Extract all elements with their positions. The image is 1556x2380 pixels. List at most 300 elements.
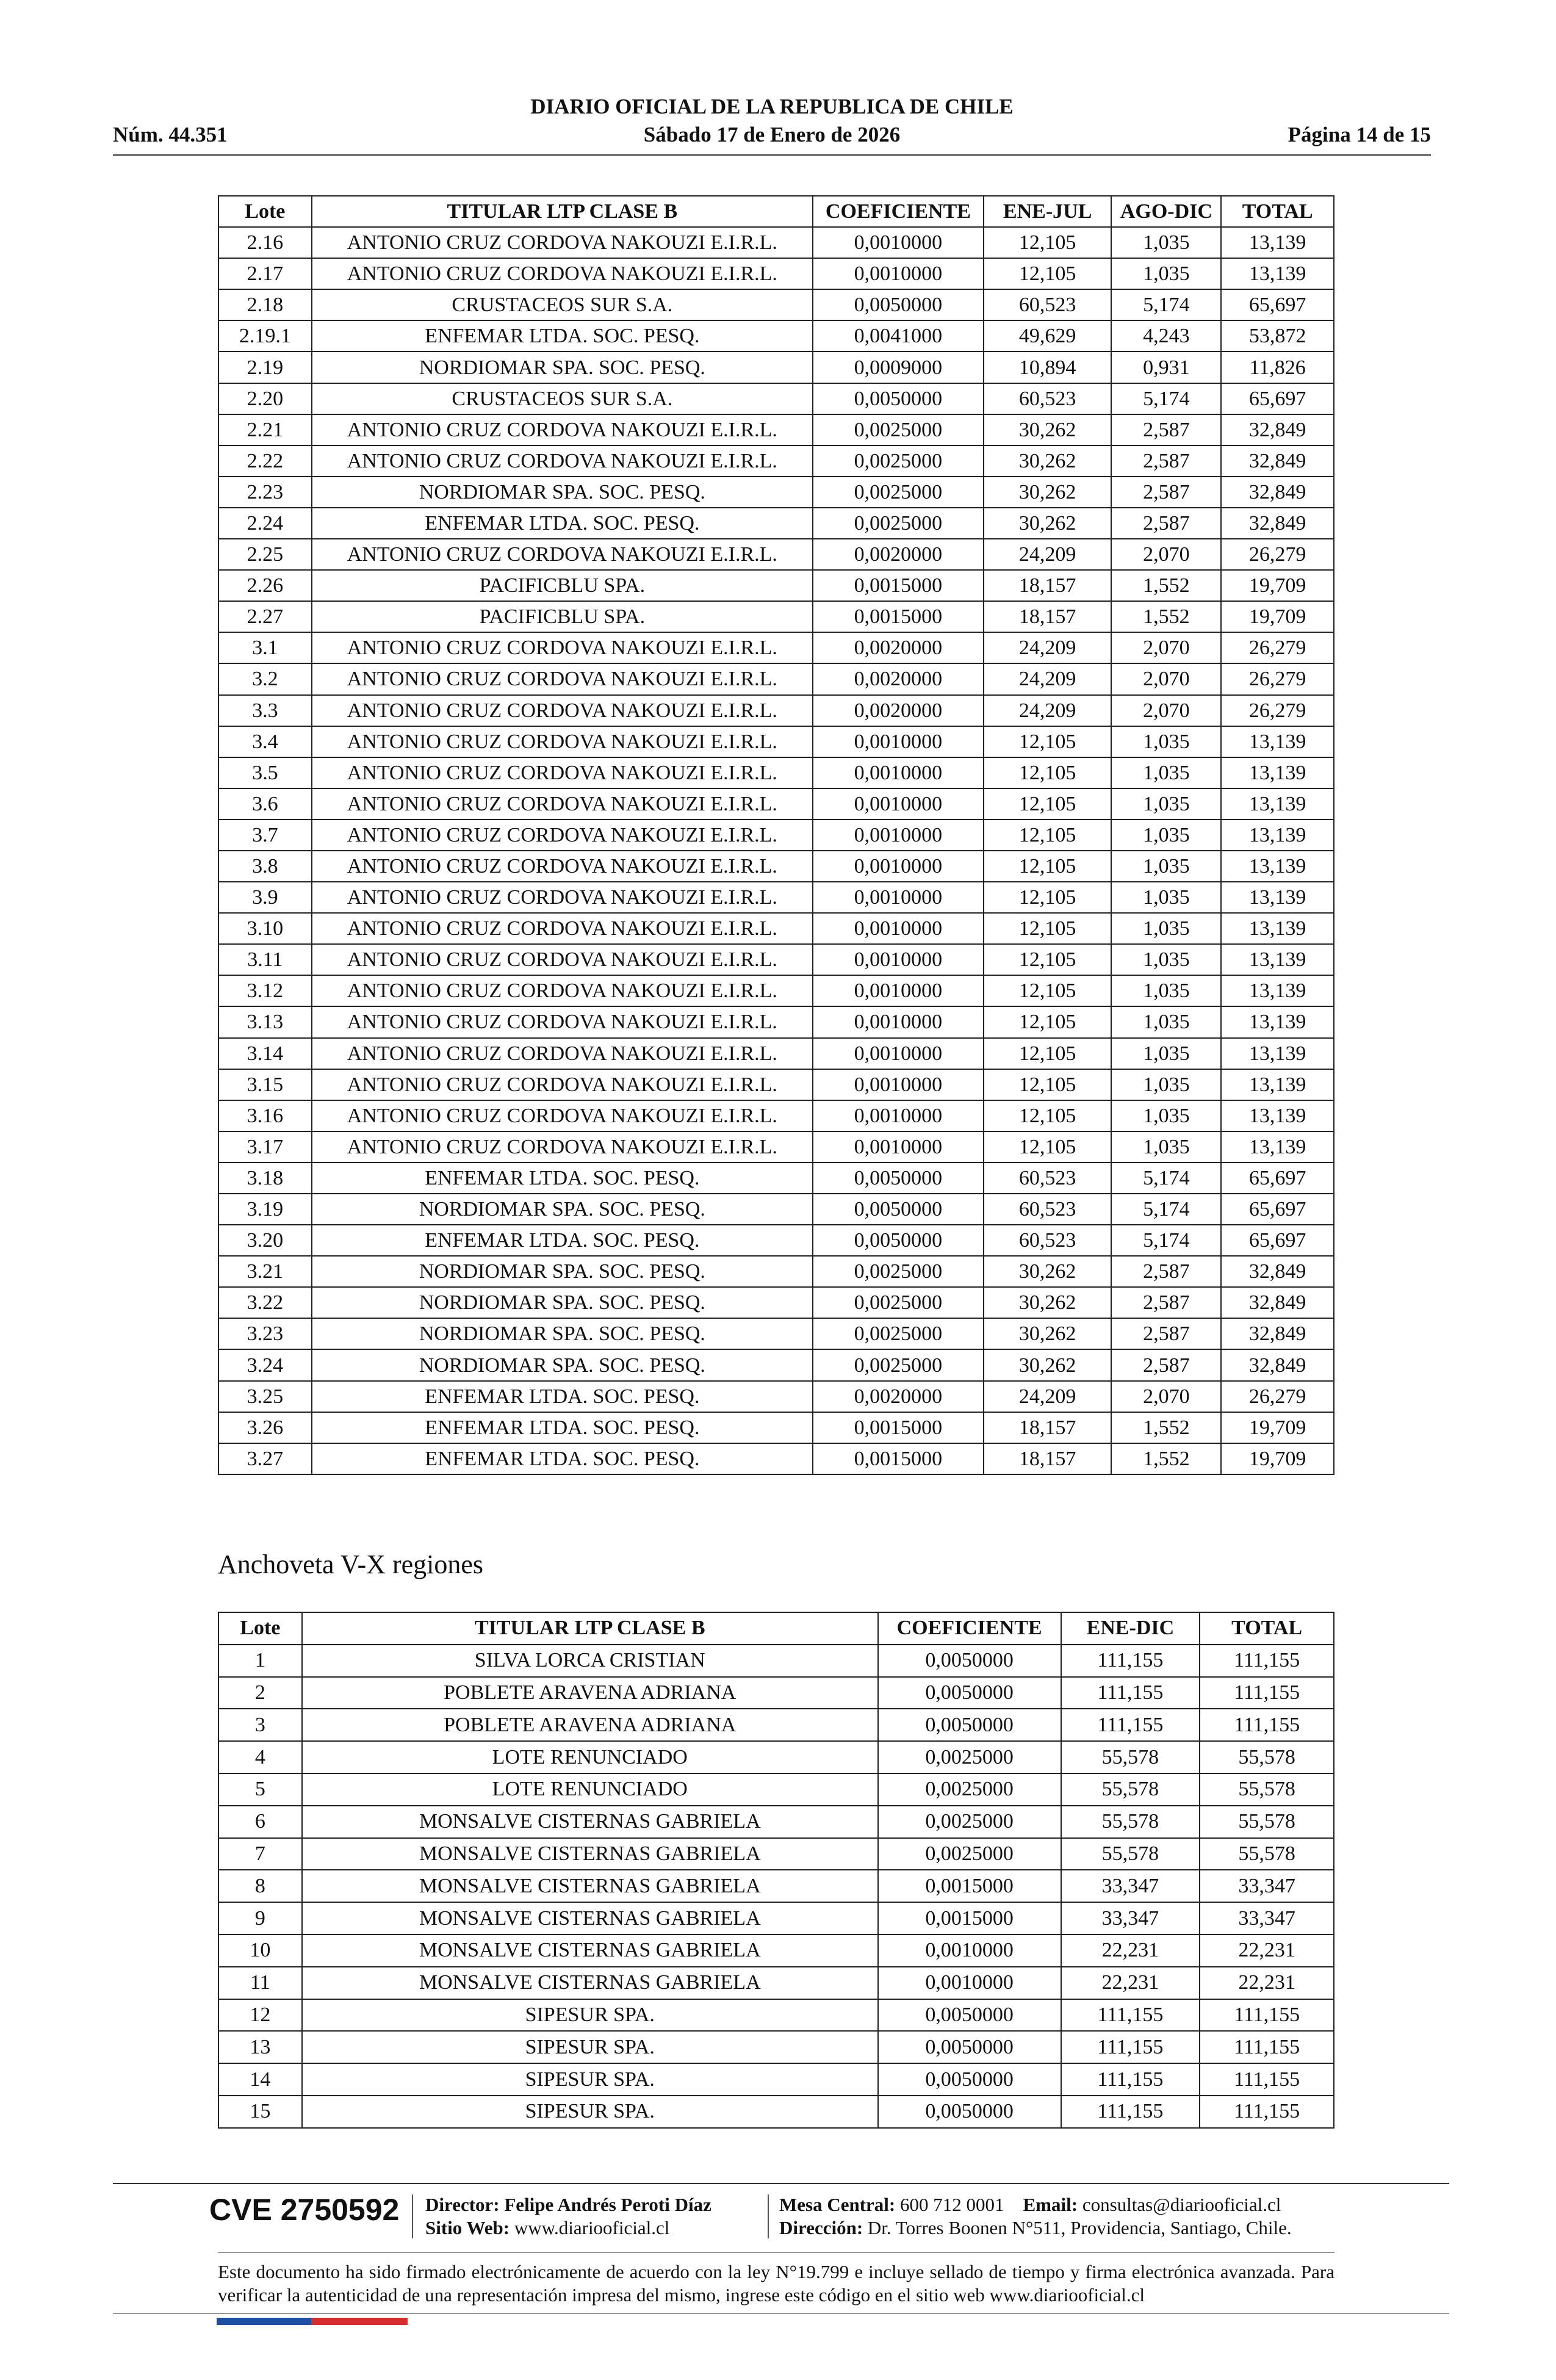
table-row (218, 1443, 1334, 1474)
cell-titular: NORDIOMAR SPA. SOC. PESQ. (312, 1318, 813, 1349)
cell-lote: 3.27 (218, 1443, 312, 1474)
cell-ene-jul: 24,209 (984, 539, 1112, 570)
cell-total: 13,139 (1221, 227, 1334, 258)
cell-titular: ANTONIO CRUZ CORDOVA NAKOUZI E.I.R.L. (312, 820, 813, 851)
table-row (218, 352, 1334, 383)
table-row (218, 1870, 1334, 1902)
table-row (218, 1935, 1334, 1967)
cell-total: 111,155 (1200, 2096, 1334, 2128)
cell-lote: 4 (218, 1741, 302, 1773)
cell-ago-dic: 2,070 (1111, 695, 1221, 726)
cell-total: 13,139 (1221, 1100, 1334, 1131)
table-row (218, 1412, 1334, 1443)
cell-lote: 3.25 (218, 1381, 312, 1412)
cell-total: 32,849 (1221, 1256, 1334, 1287)
cell-coeficiente: 0,0025000 (813, 508, 984, 539)
cell-total: 53,872 (1221, 320, 1334, 352)
cell-coeficiente: 0,0025000 (813, 1349, 984, 1380)
cell-lote: 2.22 (218, 445, 312, 477)
cell-ene-jul: 12,105 (984, 258, 1112, 289)
cell-ene-jul: 12,105 (984, 726, 1112, 757)
table-row (218, 258, 1334, 289)
cell-ene-jul: 60,523 (984, 1163, 1112, 1194)
cell-ene-jul: 10,894 (984, 352, 1112, 383)
cell-lote: 2.26 (218, 570, 312, 601)
cell-lote: 11 (218, 1967, 302, 1999)
cell-lote: 2 (218, 1677, 302, 1709)
cell-ene-jul: 30,262 (984, 1256, 1112, 1287)
mesa-central-phone: 600 712 0001 (900, 2194, 1004, 2215)
cell-lote: 3.5 (218, 757, 312, 788)
table-row (218, 851, 1334, 882)
email-link[interactable]: consultas@diariooficial.cl (1082, 2194, 1281, 2215)
website-link[interactable]: www.diariooficial.cl (514, 2217, 670, 2238)
table-row (218, 1131, 1334, 1163)
table-row (218, 757, 1334, 788)
table-row (218, 1318, 1334, 1349)
cell-total: 26,279 (1221, 695, 1334, 726)
cell-ene-jul: 24,209 (984, 632, 1112, 663)
cell-ene-jul: 12,105 (984, 788, 1112, 820)
cell-ene-dic: 22,231 (1061, 1935, 1200, 1967)
cell-total: 13,139 (1221, 1006, 1334, 1037)
cell-total: 19,709 (1221, 1443, 1334, 1474)
table-row (218, 508, 1334, 539)
cell-coeficiente: 0,0025000 (878, 1806, 1061, 1838)
footer-rule-bottom (113, 2313, 1449, 2314)
cell-lote: 2.21 (218, 414, 312, 445)
cell-coeficiente: 0,0050000 (878, 1677, 1061, 1709)
cell-total: 32,849 (1221, 1287, 1334, 1318)
cell-total: 33,347 (1200, 1870, 1334, 1902)
footer-rule-mid (218, 2252, 1334, 2253)
cell-ene-jul: 18,157 (984, 570, 1112, 601)
table-row (218, 539, 1334, 570)
cell-total: 55,578 (1200, 1741, 1334, 1773)
cell-titular: ENFEMAR LTDA. SOC. PESQ. (312, 1381, 813, 1412)
table-row (218, 788, 1334, 820)
cell-ene-jul: 12,105 (984, 1100, 1112, 1131)
cell-titular: MONSALVE CISTERNAS GABRIELA (302, 1838, 878, 1870)
cell-coeficiente: 0,0050000 (878, 2063, 1061, 2096)
cell-total: 55,578 (1200, 1806, 1334, 1838)
cell-coeficiente: 0,0025000 (813, 1256, 984, 1287)
cell-ago-dic: 1,035 (1111, 757, 1221, 788)
cell-total: 32,849 (1221, 508, 1334, 539)
cell-ago-dic: 2,587 (1111, 1349, 1221, 1380)
cell-ene-jul: 24,209 (984, 663, 1112, 694)
cell-lote: 3.22 (218, 1287, 312, 1318)
cell-titular: ENFEMAR LTDA. SOC. PESQ. (312, 1163, 813, 1194)
cell-ago-dic: 5,174 (1111, 1163, 1221, 1194)
cell-lote: 7 (218, 1838, 302, 1870)
cell-lote: 8 (218, 1870, 302, 1902)
table-row (218, 570, 1334, 601)
table-row (218, 414, 1334, 445)
cell-coeficiente: 0,0010000 (813, 851, 984, 882)
cell-coeficiente: 0,0050000 (878, 2031, 1061, 2063)
cell-total: 32,849 (1221, 1318, 1334, 1349)
cell-lote: 15 (218, 2096, 302, 2128)
cell-ago-dic: 2,587 (1111, 1256, 1221, 1287)
cell-coeficiente: 0,0010000 (813, 726, 984, 757)
cell-ene-dic: 33,347 (1061, 1902, 1200, 1935)
cell-lote: 3.21 (218, 1256, 312, 1287)
cell-titular: NORDIOMAR SPA. SOC. PESQ. (312, 477, 813, 508)
cell-total: 33,347 (1200, 1902, 1334, 1935)
cell-ene-dic: 111,155 (1061, 1999, 1200, 2032)
cell-titular: ENFEMAR LTDA. SOC. PESQ. (312, 1225, 813, 1256)
table-row (218, 726, 1334, 757)
cell-total: 111,155 (1200, 1709, 1334, 1741)
cell-coeficiente: 0,0009000 (813, 352, 984, 383)
cell-ago-dic: 2,070 (1111, 539, 1221, 570)
cell-lote: 3.9 (218, 882, 312, 913)
table-row (218, 320, 1334, 352)
header-total: TOTAL (1221, 196, 1334, 227)
cell-total: 111,155 (1200, 1999, 1334, 2032)
cell-lote: 14 (218, 2063, 302, 2096)
cell-total: 13,139 (1221, 975, 1334, 1006)
table-row (218, 2063, 1334, 2096)
cell-ene-jul: 18,157 (984, 601, 1112, 632)
cve-code: CVE 2750592 (209, 2193, 400, 2227)
address-label: Dirección: (779, 2217, 863, 2238)
cell-ago-dic: 1,035 (1111, 227, 1221, 258)
cell-ago-dic: 1,552 (1111, 1412, 1221, 1443)
header-lote: Lote (218, 196, 312, 227)
table-row (218, 882, 1334, 913)
table-row (218, 1225, 1334, 1256)
cell-ene-dic: 22,231 (1061, 1967, 1200, 1999)
cell-lote: 1 (218, 1645, 302, 1677)
cell-ago-dic: 1,035 (1111, 944, 1221, 975)
cell-titular: ENFEMAR LTDA. SOC. PESQ. (312, 1412, 813, 1443)
header-rule (113, 154, 1431, 156)
cell-lote: 3.1 (218, 632, 312, 663)
cell-titular: ANTONIO CRUZ CORDOVA NAKOUZI E.I.R.L. (312, 944, 813, 975)
cell-ene-jul: 12,105 (984, 1069, 1112, 1100)
cell-ago-dic: 2,070 (1111, 1381, 1221, 1412)
cell-lote: 13 (218, 2031, 302, 2063)
flag-stripe-blue (217, 2318, 311, 2325)
cell-total: 32,849 (1221, 445, 1334, 477)
cell-ene-dic: 111,155 (1061, 1709, 1200, 1741)
cell-ene-jul: 30,262 (984, 1349, 1112, 1380)
cell-ene-jul: 12,105 (984, 882, 1112, 913)
cell-ene-jul: 12,105 (984, 1006, 1112, 1037)
cell-total: 13,139 (1221, 258, 1334, 289)
cell-titular: ANTONIO CRUZ CORDOVA NAKOUZI E.I.R.L. (312, 539, 813, 570)
cell-ene-jul: 30,262 (984, 477, 1112, 508)
cell-ene-jul: 60,523 (984, 289, 1112, 320)
cell-ene-jul: 12,105 (984, 227, 1112, 258)
table-row (218, 663, 1334, 694)
cell-titular: MONSALVE CISTERNAS GABRIELA (302, 1870, 878, 1902)
cell-coeficiente: 0,0010000 (813, 913, 984, 944)
cell-titular: ANTONIO CRUZ CORDOVA NAKOUZI E.I.R.L. (312, 851, 813, 882)
footer-rule-top (113, 2183, 1449, 2184)
cell-total: 19,709 (1221, 1412, 1334, 1443)
cell-ene-dic: 33,347 (1061, 1870, 1200, 1902)
cell-total: 65,697 (1221, 289, 1334, 320)
cell-total: 22,231 (1200, 1935, 1334, 1967)
header-total: TOTAL (1200, 1612, 1334, 1645)
table-row (218, 445, 1334, 477)
cell-coeficiente: 0,0010000 (813, 1006, 984, 1037)
cell-coeficiente: 0,0015000 (813, 570, 984, 601)
cell-coeficiente: 0,0010000 (813, 944, 984, 975)
cell-titular: SIPESUR SPA. (302, 2031, 878, 2063)
cell-ago-dic: 2,587 (1111, 414, 1221, 445)
cell-ago-dic: 1,552 (1111, 601, 1221, 632)
cell-ene-dic: 55,578 (1061, 1741, 1200, 1773)
cell-lote: 2.23 (218, 477, 312, 508)
cell-titular: ANTONIO CRUZ CORDOVA NAKOUZI E.I.R.L. (312, 788, 813, 820)
cell-titular: NORDIOMAR SPA. SOC. PESQ. (312, 352, 813, 383)
cell-titular: MONSALVE CISTERNAS GABRIELA (302, 1935, 878, 1967)
cell-total: 13,139 (1221, 913, 1334, 944)
table-row (218, 289, 1334, 320)
cell-coeficiente: 0,0025000 (813, 445, 984, 477)
cell-total: 13,139 (1221, 851, 1334, 882)
cell-ene-dic: 111,155 (1061, 2031, 1200, 2063)
cell-total: 13,139 (1221, 1038, 1334, 1069)
cell-lote: 3.23 (218, 1318, 312, 1349)
cell-titular: POBLETE ARAVENA ADRIANA (302, 1677, 878, 1709)
cell-ene-jul: 49,629 (984, 320, 1112, 352)
page-number: Página 14 de 15 (1288, 123, 1431, 146)
cell-lote: 3.26 (218, 1412, 312, 1443)
cell-lote: 5 (218, 1773, 302, 1806)
table-row (218, 1006, 1334, 1037)
cell-titular: SIPESUR SPA. (302, 2096, 878, 2128)
cell-coeficiente: 0,0015000 (813, 601, 984, 632)
cell-coeficiente: 0,0020000 (813, 632, 984, 663)
legal-notice: Este documento ha sido firmado electrónicamente de acuerdo con la ley N°19.799 e incluye sellado de tiempo y firma electrónica avanzada. Para verificar la autenticidad de una representación impresa del mismo, ingrese este código en el sitio web www.diariooficial.cl (218, 2261, 1334, 2306)
cell-coeficiente: 0,0050000 (878, 1999, 1061, 2032)
cell-lote: 3.4 (218, 726, 312, 757)
cell-total: 32,849 (1221, 477, 1334, 508)
cell-titular: ANTONIO CRUZ CORDOVA NAKOUZI E.I.R.L. (312, 882, 813, 913)
footer-contact-block (779, 2193, 1292, 2240)
cell-total: 111,155 (1200, 1677, 1334, 1709)
cell-lote: 3.11 (218, 944, 312, 975)
cell-ene-jul: 30,262 (984, 508, 1112, 539)
cell-titular: ANTONIO CRUZ CORDOVA NAKOUZI E.I.R.L. (312, 913, 813, 944)
cell-coeficiente: 0,0015000 (813, 1443, 984, 1474)
cell-ago-dic: 1,035 (1111, 882, 1221, 913)
cell-ene-jul: 24,209 (984, 1381, 1112, 1412)
cell-coeficiente: 0,0050000 (813, 1225, 984, 1256)
cell-coeficiente: 0,0010000 (813, 1069, 984, 1100)
cell-coeficiente: 0,0020000 (813, 1381, 984, 1412)
cell-ago-dic: 5,174 (1111, 289, 1221, 320)
website-label: Sitio Web: (425, 2217, 510, 2238)
table-row (218, 1256, 1334, 1287)
cell-titular: ENFEMAR LTDA. SOC. PESQ. (312, 320, 813, 352)
cell-lote: 2.17 (218, 258, 312, 289)
table-row (218, 1645, 1334, 1677)
cell-total: 32,849 (1221, 414, 1334, 445)
cell-coeficiente: 0,0025000 (878, 1838, 1061, 1870)
cell-ene-jul: 12,105 (984, 1131, 1112, 1163)
cell-total: 65,697 (1221, 1225, 1334, 1256)
table-row (218, 2096, 1334, 2128)
cell-ene-jul: 30,262 (984, 414, 1112, 445)
issue-number: Núm. 44.351 (113, 123, 228, 146)
cell-titular: ENFEMAR LTDA. SOC. PESQ. (312, 1443, 813, 1474)
cell-ene-dic: 55,578 (1061, 1838, 1200, 1870)
cell-ago-dic: 5,174 (1111, 383, 1221, 414)
cell-ene-dic: 111,155 (1061, 1645, 1200, 1677)
cell-ago-dic: 1,035 (1111, 726, 1221, 757)
cell-coeficiente: 0,0010000 (813, 227, 984, 258)
table-row (218, 227, 1334, 258)
cell-titular: ANTONIO CRUZ CORDOVA NAKOUZI E.I.R.L. (312, 1006, 813, 1037)
cell-titular: CRUSTACEOS SUR S.A. (312, 289, 813, 320)
cell-lote: 3.24 (218, 1349, 312, 1380)
cell-coeficiente: 0,0050000 (813, 289, 984, 320)
cell-ago-dic: 1,035 (1111, 1006, 1221, 1037)
table-row (218, 1194, 1334, 1225)
cell-coeficiente: 0,0025000 (813, 1287, 984, 1318)
header-titular: TITULAR LTP CLASE B (302, 1612, 878, 1645)
cell-lote: 3.7 (218, 820, 312, 851)
cell-coeficiente: 0,0025000 (878, 1741, 1061, 1773)
cell-ago-dic: 1,035 (1111, 1069, 1221, 1100)
table-row (218, 913, 1334, 944)
cell-ago-dic: 2,587 (1111, 477, 1221, 508)
cell-coeficiente: 0,0015000 (878, 1870, 1061, 1902)
cell-total: 55,578 (1200, 1773, 1334, 1806)
cell-lote: 3 (218, 1709, 302, 1741)
cell-titular: PACIFICBLU SPA. (312, 601, 813, 632)
table-row (218, 477, 1334, 508)
cell-total: 65,697 (1221, 1194, 1334, 1225)
cell-coeficiente: 0,0025000 (813, 1318, 984, 1349)
cell-lote: 2.20 (218, 383, 312, 414)
cell-lote: 3.14 (218, 1038, 312, 1069)
header-ago-dic: AGO-DIC (1111, 196, 1221, 227)
cell-total: 13,139 (1221, 882, 1334, 913)
cell-titular: ANTONIO CRUZ CORDOVA NAKOUZI E.I.R.L. (312, 663, 813, 694)
cell-coeficiente: 0,0015000 (878, 1902, 1061, 1935)
cell-titular: ANTONIO CRUZ CORDOVA NAKOUZI E.I.R.L. (312, 695, 813, 726)
cell-ago-dic: 1,035 (1111, 851, 1221, 882)
cell-total: 111,155 (1200, 2063, 1334, 2096)
issue-date: Sábado 17 de Enero de 2026 (643, 123, 901, 146)
page-header (113, 95, 1431, 156)
cell-ago-dic: 0,931 (1111, 352, 1221, 383)
cell-lote: 3.19 (218, 1194, 312, 1225)
table-row (218, 601, 1334, 632)
cell-coeficiente: 0,0050000 (813, 1163, 984, 1194)
cell-titular: SIPESUR SPA. (302, 2063, 878, 2096)
cell-titular: CRUSTACEOS SUR S.A. (312, 383, 813, 414)
cell-titular: ANTONIO CRUZ CORDOVA NAKOUZI E.I.R.L. (312, 726, 813, 757)
cell-ago-dic: 5,174 (1111, 1225, 1221, 1256)
cell-coeficiente: 0,0010000 (813, 1131, 984, 1163)
table-row (218, 1287, 1334, 1318)
cell-ago-dic: 5,174 (1111, 1194, 1221, 1225)
cell-ene-jul: 60,523 (984, 383, 1112, 414)
cell-ene-jul: 24,209 (984, 695, 1112, 726)
cell-total: 19,709 (1221, 601, 1334, 632)
cell-ago-dic: 1,035 (1111, 820, 1221, 851)
email-label: Email: (1023, 2194, 1078, 2215)
cell-ene-jul: 30,262 (984, 1318, 1112, 1349)
cell-total: 13,139 (1221, 820, 1334, 851)
cell-coeficiente: 0,0050000 (878, 1645, 1061, 1677)
table-row (218, 2031, 1334, 2063)
mesa-central-label: Mesa Central: (779, 2194, 896, 2215)
cell-titular: ANTONIO CRUZ CORDOVA NAKOUZI E.I.R.L. (312, 227, 813, 258)
cell-titular: ANTONIO CRUZ CORDOVA NAKOUZI E.I.R.L. (312, 445, 813, 477)
cell-total: 65,697 (1221, 383, 1334, 414)
cell-coeficiente: 0,0015000 (813, 1412, 984, 1443)
cell-ene-jul: 12,105 (984, 913, 1112, 944)
cell-coeficiente: 0,0050000 (813, 383, 984, 414)
cell-total: 22,231 (1200, 1967, 1334, 1999)
cell-ago-dic: 1,552 (1111, 570, 1221, 601)
cell-ago-dic: 4,243 (1111, 320, 1221, 352)
cell-ene-jul: 60,523 (984, 1225, 1112, 1256)
cell-lote: 9 (218, 1902, 302, 1935)
cell-lote: 3.3 (218, 695, 312, 726)
table-row (218, 944, 1334, 975)
cell-ene-jul: 12,105 (984, 944, 1112, 975)
cell-ene-jul: 18,157 (984, 1443, 1112, 1474)
cell-coeficiente: 0,0025000 (813, 477, 984, 508)
cell-ago-dic: 2,587 (1111, 1318, 1221, 1349)
table-row (218, 1069, 1334, 1100)
cell-ago-dic: 1,035 (1111, 1038, 1221, 1069)
cell-coeficiente: 0,0010000 (813, 757, 984, 788)
cell-titular: SIPESUR SPA. (302, 1999, 878, 2032)
cell-total: 11,826 (1221, 352, 1334, 383)
cell-ene-jul: 12,105 (984, 851, 1112, 882)
cell-ago-dic: 2,587 (1111, 508, 1221, 539)
table-row (218, 1163, 1334, 1194)
cell-ene-dic: 111,155 (1061, 1677, 1200, 1709)
cell-coeficiente: 0,0010000 (813, 788, 984, 820)
cell-total: 13,139 (1221, 726, 1334, 757)
cell-total: 55,578 (1200, 1838, 1334, 1870)
cell-titular: LOTE RENUNCIADO (302, 1773, 878, 1806)
cell-coeficiente: 0,0025000 (878, 1773, 1061, 1806)
cell-lote: 3.6 (218, 788, 312, 820)
cell-ene-jul: 12,105 (984, 820, 1112, 851)
cell-lote: 3.8 (218, 851, 312, 882)
cell-titular: ANTONIO CRUZ CORDOVA NAKOUZI E.I.R.L. (312, 258, 813, 289)
cell-total: 26,279 (1221, 539, 1334, 570)
cell-coeficiente: 0,0050000 (878, 2096, 1061, 2128)
footer-separator (768, 2194, 769, 2238)
header-coeficiente: COEFICIENTE (813, 196, 984, 227)
cell-ene-dic: 55,578 (1061, 1806, 1200, 1838)
table-row (218, 1999, 1334, 2032)
flag-stripe-red (311, 2318, 408, 2325)
table-header-row (218, 196, 1334, 227)
cell-ago-dic: 1,552 (1111, 1443, 1221, 1474)
cell-lote: 3.10 (218, 913, 312, 944)
table-row (218, 1100, 1334, 1131)
cell-total: 26,279 (1221, 1381, 1334, 1412)
table-row (218, 1967, 1334, 1999)
header-ene-jul: ENE-JUL (984, 196, 1112, 227)
cell-coeficiente: 0,0020000 (813, 539, 984, 570)
